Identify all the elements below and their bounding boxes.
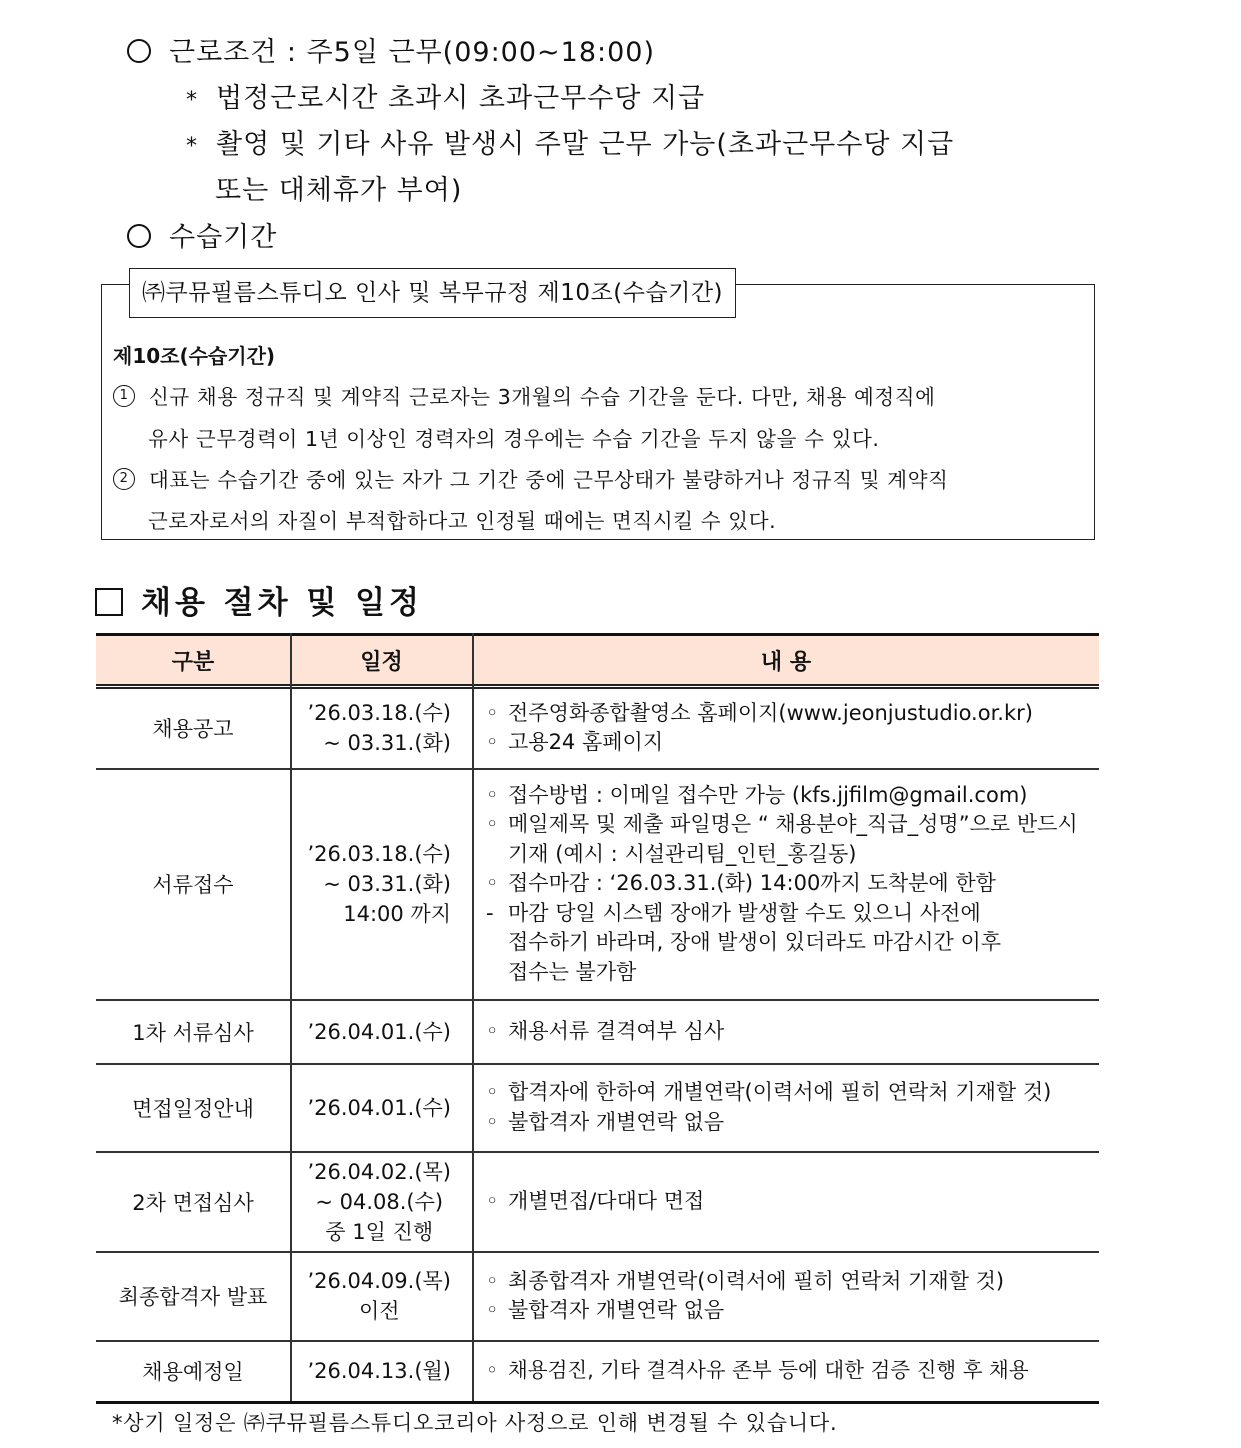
list-item: ◦ 불합격자 개별연락 없음: [486, 1298, 725, 1322]
header-category: 구분: [171, 650, 215, 675]
row-3-date: ’26.04.01.(수): [307, 1019, 451, 1044]
list-item: ◦ 합격자에 한하여 개별연락(이력서에 필히 연락처 기재할 것): [486, 1080, 1052, 1104]
row-4-date: ’26.04.01.(수): [307, 1095, 451, 1120]
list-item: - 마감 당일 시스템 장애가 발생할 수도 있으니 사전에: [486, 900, 981, 925]
row-1-date: ’26.03.18.(수) ~ 03.31.(화): [307, 701, 451, 755]
regulation-box-title: ㈜쿠뮤필름스튜디오 인사 및 복무규정 제10조(수습기간): [129, 268, 736, 318]
row-5-content: [473, 1152, 1099, 1251]
work-conditions: 근로조건 : 주5일 근무(09:00~18:00): [127, 30, 655, 69]
regulation-item-1-cont: 유사 근무경력이 1년 이상인 경력자의 경우에는 수습 기간을 두지 않을 수 있다.: [148, 427, 880, 451]
circle-bullet-icon: [127, 39, 151, 63]
regulation-box: [101, 284, 1095, 540]
overtime-note: * 법정근로시간 초과시 초과근무수당 지급: [186, 83, 706, 114]
row-4-category: 면접일정안내: [132, 1096, 254, 1121]
section-title: 채용 절차 및 일정: [95, 577, 423, 622]
row-7-date: ’26.04.13.(월): [307, 1359, 451, 1383]
circled-number-icon: 1: [113, 385, 135, 407]
square-bullet-icon: [95, 588, 123, 616]
header-content: 내 용: [760, 650, 812, 675]
circle-bullet-icon: [127, 224, 151, 248]
row-2-content: ◦ 접수방법 : 이메일 접수만 가능 (kfs.jjfilm@gmail.com) ◦ 메일제목 및 제출 파일명은 “ 채용분야_직급_성명”으로 반드시 기재 (예시 : 시설관리팀_인턴_홍길동) ◦ 접수마감 : ‘26.03.31.(화) 14:00까지 도착분에 한함 - 마감 당일 시스템 장애가 발생할 수도 있으니 사전에 접수하기 바라며, 장애 발생이 있더라도 마감시간 이후 접수는 불가함: [486, 782, 1078, 984]
row-5-category: 2차 면접심사: [132, 1190, 254, 1215]
weekend-note: * 촬영 및 기타 사유 발생시 주말 근무 가능(초과근무수당 지급: [186, 129, 955, 160]
header-date: 일정: [360, 650, 403, 675]
regulation-item-2: 2 대표는 수습기간 중에 있는 자가 그 기간 중에 근무상태가 불량하거나 정규직 및 계약직: [113, 463, 949, 493]
row-6-date: ’26.04.09.(목) 이전: [307, 1269, 451, 1323]
list-item: ◦ 접수마감 : ‘26.03.31.(화) 14:00까지 도착분에 한함: [486, 871, 996, 896]
list-item: ◦ 전주영화종합촬영소 홈페이지(www.jeonjustudio.or.kr): [486, 700, 1033, 725]
list-item: ◦ 채용검진, 기타 결격사유 존부 등에 대한 검증 진행 후 채용: [486, 1358, 1029, 1383]
row-4-content: [473, 1064, 1099, 1151]
article-title: 제10조(수습기간): [113, 344, 276, 368]
row-3-category: 1차 서류심사: [132, 1020, 254, 1045]
row-7-category: 채용예정일: [142, 1360, 244, 1384]
circled-number-icon: 2: [113, 468, 135, 490]
list-item: ◦ 채용서류 결격여부 심사: [486, 1018, 725, 1043]
row-1-category: 채용공고: [152, 717, 234, 741]
weekend-note-cont: 또는 대체휴가 부여): [215, 175, 463, 206]
list-item: ◦ 메일제목 및 제출 파일명은 “ 채용분야_직급_성명”으로 반드시: [486, 812, 1078, 837]
list-item: ◦ 불합격자 개별연락 없음: [486, 1109, 725, 1134]
regulation-item-1: 1 신규 채용 정규직 및 계약직 근로자는 3개월의 수습 기간을 둔다. 다만, 채용 예정직에: [113, 380, 936, 410]
row-3-content: [473, 1000, 1099, 1063]
regulation-item-2-cont: 근로자로서의 자질이 부적합하다고 인정될 때에는 면직시킬 수 있다.: [148, 509, 777, 533]
list-item: ◦ 접수방법 : 이메일 접수만 가능 (kfs.jjfilm@gmail.com): [486, 782, 1028, 807]
list-item: ◦ 고용24 홈페이지: [486, 730, 664, 754]
asterisk-icon: *: [186, 88, 198, 113]
list-item: ◦ 최종합격자 개별연락(이력서에 필히 연락처 기재할 것): [486, 1268, 1005, 1293]
footnote: *상기 일정은 ㈜쿠뮤필름스튜디오코리아 사정으로 인해 변경될 수 있습니다.: [112, 1411, 838, 1435]
row-2-category: 서류접수: [152, 873, 234, 897]
asterisk-icon: *: [186, 134, 198, 159]
row-1-content: [473, 688, 1099, 768]
row-2-date: ’26.03.18.(수) ~ 03.31.(화) 14:00 까지: [307, 842, 451, 926]
row-6-category: 최종합격자 발표: [118, 1285, 268, 1309]
list-item: ◦ 개별면접/다대다 면접: [486, 1188, 705, 1213]
row-5-date: ’26.04.02.(목) ~ 04.08.(수) 중 1일 진행: [307, 1159, 451, 1244]
row-6-content: [473, 1252, 1099, 1340]
probation-heading: 수습기간: [127, 215, 277, 254]
row-7-content: [473, 1341, 1099, 1401]
